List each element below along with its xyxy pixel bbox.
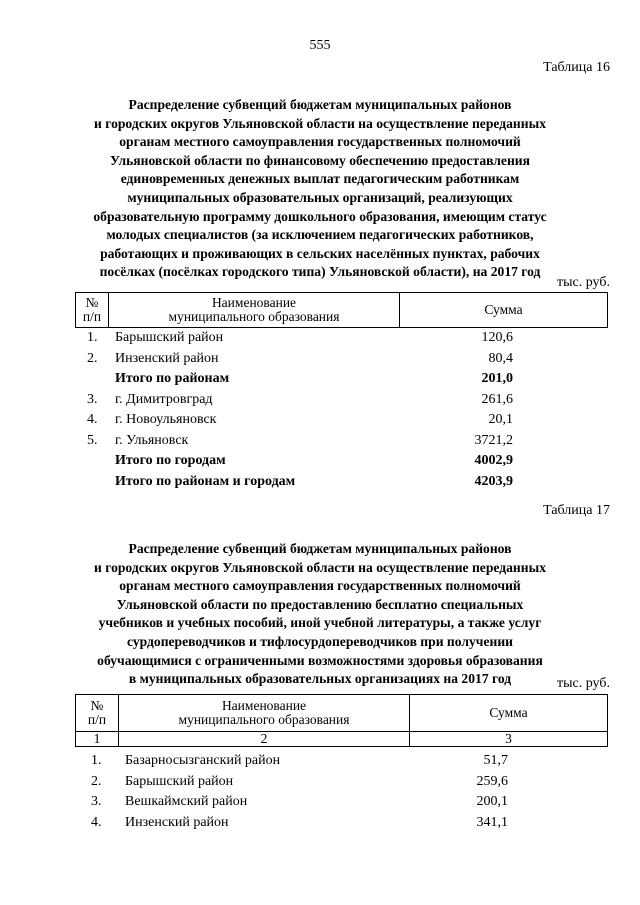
row-sum: 120,6: [481, 330, 513, 345]
row-name: г. Ульяновск: [115, 432, 189, 448]
row-number: 4.: [91, 814, 102, 830]
row-name: г. Димитровград: [115, 391, 213, 407]
row-sum: 3721,2: [474, 432, 513, 448]
table-row: [0, 349, 640, 369]
row-sum: 341,1: [476, 814, 508, 830]
total-row: [0, 451, 640, 471]
title-line: учебников и учебных пособий, иной учебной литературы, а также услуг: [98, 615, 542, 631]
row-number: 3.: [91, 794, 102, 809]
table17-header: [75, 694, 608, 747]
title-line: органам местного самоуправления государственных полномочий: [119, 134, 521, 150]
row-sum: 259,6: [476, 773, 508, 789]
header-name: Наименование муниципального образования: [119, 695, 410, 732]
title-line: Ульяновской области по предоставлению бесплатно специальных: [116, 596, 524, 612]
row-sum: 201,0: [481, 371, 513, 386]
table-row: [0, 813, 640, 833]
row-sum: 80,4: [488, 350, 513, 366]
table-row: [0, 751, 640, 771]
row-name: Инзенский район: [125, 814, 229, 830]
page-number: 555: [309, 38, 331, 53]
title-line: единовременных денежных выплат педагогическим работникам: [120, 171, 520, 187]
row-name: Итого по районам: [115, 371, 230, 386]
row-number: 1.: [87, 330, 98, 345]
title-line: посёлках (посёлках городского типа) Ульяновской области), на 2017 год: [99, 264, 541, 280]
row-sum: 4203,9: [474, 473, 513, 489]
title-line: и городских округов Ульяновской области на осуществление переданных: [94, 115, 546, 131]
table-row: [0, 328, 640, 348]
table16-label: Таблица 16: [543, 60, 610, 75]
row-number: 2.: [91, 773, 102, 789]
row-sum: 51,7: [483, 753, 508, 768]
title-line: и городских округов Ульяновской области на осуществление переданных: [94, 559, 546, 575]
header-col-1: 1: [76, 732, 119, 747]
header-num: № п/п: [76, 695, 119, 732]
title-line: работающих и проживающих в сельских населённых пунктах, рабочих: [100, 245, 540, 261]
table-row: [0, 792, 640, 812]
row-name: Вешкаймский район: [125, 794, 248, 809]
table-row: [0, 772, 640, 792]
table17-title: [70, 540, 570, 689]
table-row: [0, 431, 640, 451]
row-sum: 4002,9: [474, 453, 513, 468]
row-number: 3.: [87, 391, 98, 407]
header-num: № п/п: [76, 293, 109, 328]
row-sum: 200,1: [476, 794, 508, 809]
row-name: Базарносызганский район: [125, 753, 281, 768]
row-number: 1.: [91, 753, 102, 768]
title-line: Ульяновской области по финансовому обеспечению предоставления: [110, 152, 530, 168]
title-line: муниципальных образовательных организаций, реализующих: [127, 189, 513, 205]
title-line: молодых специалистов (за исключением педагогических работников,: [106, 227, 534, 243]
row-number: 4.: [87, 412, 98, 427]
row-name: Барышский район: [125, 773, 234, 789]
title-line: обучающимися с ограниченными возможностями здоровья образования: [97, 652, 543, 668]
row-sum: 261,6: [481, 391, 513, 407]
table16-units: тыс. руб.: [557, 275, 610, 290]
title-line: образовательную программу дошкольного образования, имеющим статус: [93, 208, 547, 224]
table17-label: Таблица 17: [543, 503, 610, 518]
header-name: Наименование муниципального образования: [109, 293, 400, 328]
row-name: Итого по районам и городам: [115, 473, 296, 489]
total-row: [0, 472, 640, 492]
table17-units: тыс. руб.: [557, 676, 610, 691]
row-number: 2.: [87, 350, 98, 366]
title-line: в муниципальных образовательных организациях на 2017 год: [128, 671, 512, 687]
table-row: [0, 390, 640, 410]
title-line: сурдопереводчиков и тифлосурдопереводчиков при получении: [126, 633, 513, 649]
header-col-2: 2: [119, 732, 410, 747]
table-row: [0, 410, 640, 430]
table16-title: [70, 96, 570, 282]
row-name: Барышский район: [115, 330, 224, 345]
header-col-3: 3: [410, 732, 608, 747]
row-number: 5.: [87, 432, 98, 448]
title-line: Распределение субвенций бюджетам муниципальных районов: [128, 541, 512, 556]
title-line: органам местного самоуправления государственных полномочий: [119, 578, 521, 594]
header-sum: Сумма: [400, 293, 608, 328]
header-sum: Сумма: [410, 695, 608, 732]
row-name: Итого по городам: [115, 453, 226, 468]
row-name: г. Новоульяновск: [115, 412, 217, 427]
title-line: Распределение субвенций бюджетам муниципальных районов: [128, 97, 512, 112]
total-row: [0, 369, 640, 389]
table16-header: [75, 292, 608, 328]
row-name: Инзенский район: [115, 350, 219, 366]
row-sum: 20,1: [488, 412, 513, 427]
